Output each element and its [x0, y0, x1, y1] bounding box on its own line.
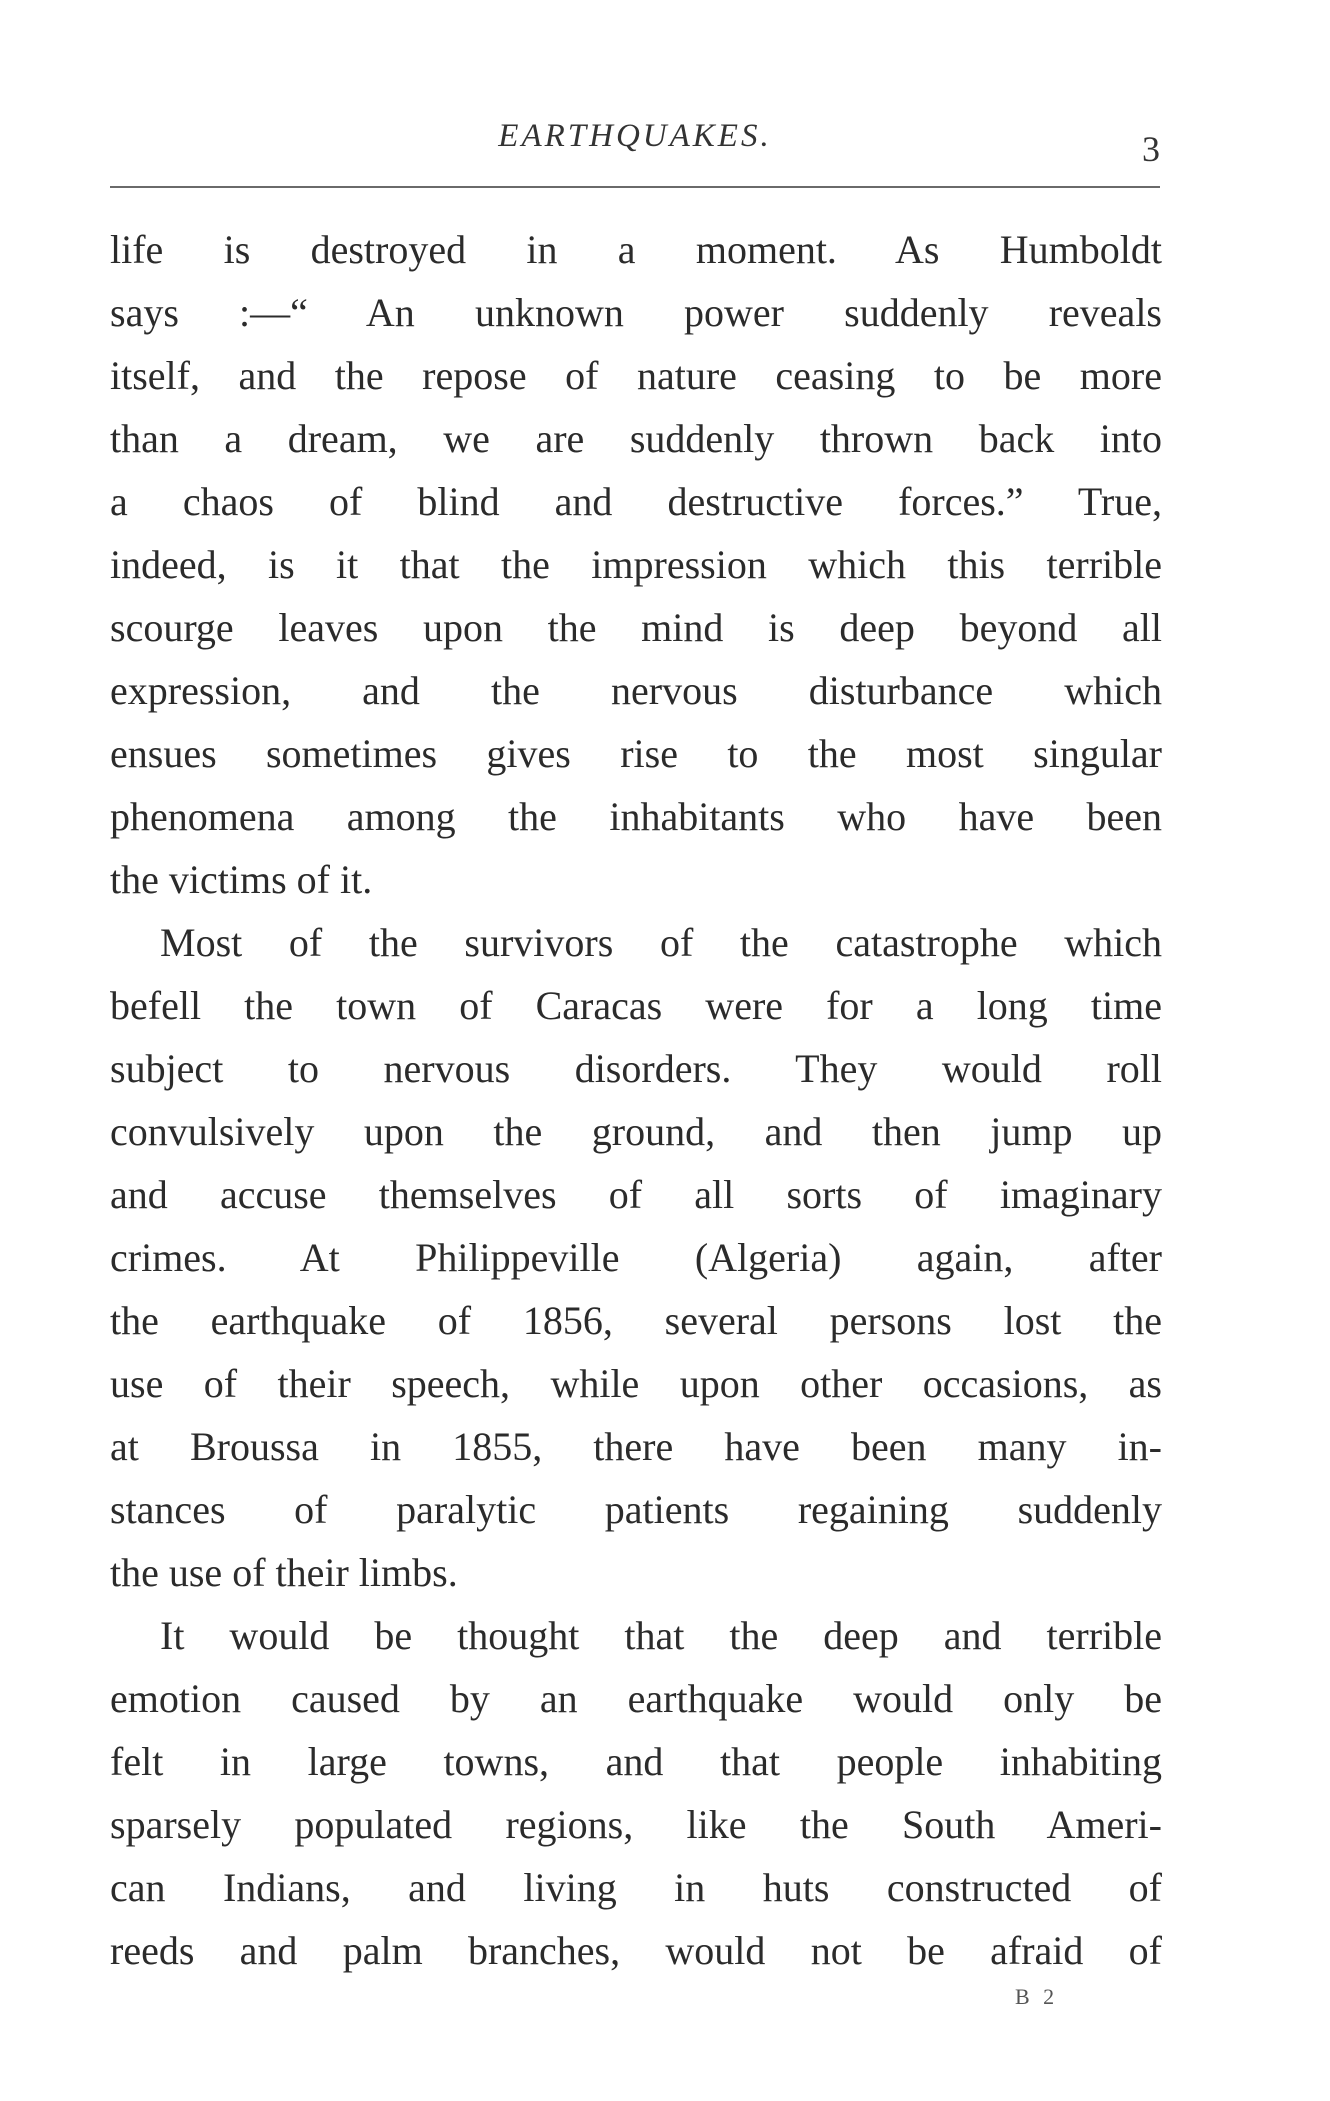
text-line: can Indians, and living in huts constructed of: [110, 1865, 1162, 1910]
text-line: and accuse themselves of all sorts of imaginary: [110, 1172, 1162, 1217]
paragraph-start-line: Most of the survivors of the catastrophe which: [160, 920, 1162, 965]
body-text: [110, 218, 1162, 1982]
text-line: at Broussa in 1855, there have been many in-: [110, 1424, 1162, 1469]
text-line: says :—“ An unknown power suddenly reveals: [110, 290, 1162, 335]
text-line: indeed, is it that the impression which this terrible: [110, 542, 1162, 587]
text-line: itself, and the repose of nature ceasing to be more: [110, 353, 1162, 398]
running-head: [110, 108, 1160, 168]
text-line: befell the town of Caracas were for a long time: [110, 983, 1162, 1028]
header-rule: [110, 186, 1160, 188]
text-line: a chaos of blind and destructive forces.” True,: [110, 479, 1162, 524]
text-line: the earthquake of 1856, several persons lost the: [110, 1298, 1162, 1343]
paragraph-end-line: the victims of it.: [110, 857, 373, 902]
text-line: scourge leaves upon the mind is deep beyond all: [110, 605, 1162, 650]
text-line: expression, and the nervous disturbance which: [110, 668, 1162, 713]
text-line: convulsively upon the ground, and then jump up: [110, 1109, 1162, 1154]
paragraph-start-line: It would be thought that the deep and terrible: [160, 1613, 1162, 1658]
text-line: subject to nervous disorders. They would roll: [110, 1046, 1162, 1091]
text-line: life is destroyed in a moment. As Humboldt: [110, 227, 1162, 272]
paragraph-end-line: the use of their limbs.: [110, 1550, 458, 1595]
running-title: EARTHQUAKES.: [498, 118, 772, 154]
text-line: reeds and palm branches, would not be afraid of: [110, 1928, 1162, 1973]
page-number: 3: [1142, 129, 1160, 169]
text-line: emotion caused by an earthquake would only be: [110, 1676, 1162, 1721]
text-line: phenomena among the inhabitants who have been: [110, 794, 1162, 839]
text-line: crimes. At Philippeville (Algeria) again, after: [110, 1235, 1162, 1280]
text-line: sparsely populated regions, like the South Ameri-: [110, 1802, 1162, 1847]
text-line: than a dream, we are suddenly thrown back into: [110, 416, 1162, 461]
signature-mark: B 2: [1015, 1984, 1059, 2009]
text-line: felt in large towns, and that people inhabiting: [110, 1739, 1162, 1784]
text-line: stances of paralytic patients regaining suddenly: [110, 1487, 1162, 1532]
text-line: use of their speech, while upon other occasions, as: [110, 1361, 1162, 1406]
text-line: ensues sometimes gives rise to the most singular: [110, 731, 1162, 776]
